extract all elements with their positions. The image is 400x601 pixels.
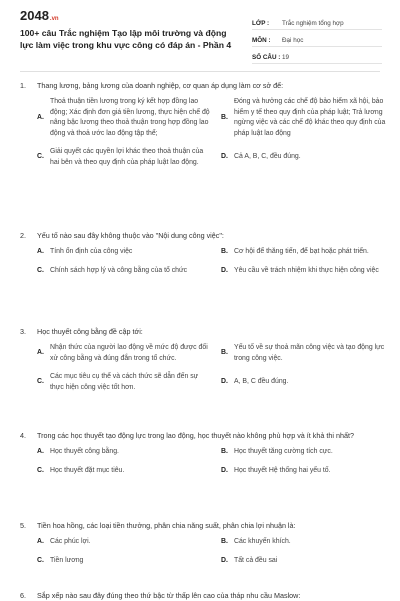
option-text: Yêu cầu về trách nhiệm khi thực hiện công việc [234,266,379,274]
question-text: Học thuyết công bằng đề cập tới: [37,327,143,336]
option-letter: B. [221,248,228,255]
answer-option-a[interactable] [37,537,211,548]
meta-row-question-count [252,47,382,64]
option-text: Chính sách hợp lý và công bằng của tổ chức [50,266,188,274]
option-letter: A. [37,448,44,455]
question-stem [20,430,382,441]
option-text: Học thuyết công bằng. [50,448,119,455]
option-letter: C. [37,378,44,386]
option-letter: D. [221,556,228,564]
option-text: Yếu tố về sự thoả mãn công việc và tạo động lực trong công việc. [234,344,385,362]
option-letter: D. [221,466,228,474]
answer-option-a[interactable] [37,343,211,364]
option-letter: A. [37,538,44,545]
answer-option-a[interactable] [37,247,211,258]
meta-value: Đại học [282,37,304,44]
answer-option-c[interactable] [37,556,211,567]
option-text: A, B, C đều đúng. [234,378,289,386]
option-text: Tính ổn định của công việc [50,248,133,255]
option-text: Tiền lương [50,556,84,564]
question-4 [20,430,382,520]
answer-options [37,447,382,484]
option-letter: C. [37,153,44,161]
answer-option-d[interactable] [221,556,395,567]
question-text: Yếu tố nào sau đây không thuộc vào "Nội dung công việc": [37,231,224,240]
logo-suffix: .vn [49,16,59,22]
answer-option-c[interactable] [37,266,211,277]
document-header [0,0,400,64]
question-number: 6. [20,591,26,600]
question-6 [20,590,382,601]
answer-option-a[interactable] [37,447,211,458]
answer-option-c[interactable] [37,372,211,393]
answer-options [37,537,382,574]
answer-options [37,247,382,284]
question-number: 5. [20,521,26,530]
option-letter: B. [221,349,228,357]
option-text: Học thuyết tăng cường tích cực. [234,448,333,455]
answer-option-d[interactable] [221,266,395,277]
question-text: Thang lương, bảng lương của doanh nghiệp, cơ quan áp dụng làm cơ sở để: [37,81,284,90]
question-stem [20,80,382,91]
question-number: 1. [20,81,26,90]
question-text: Tiền hoa hồng, các loại tiền thưởng, phân chia năng suất, phân chia lợi nhuận là: [37,521,296,530]
question-stem [20,326,382,337]
question-text: Sắp xếp nào sau đây đúng theo thứ bậc từ thấp lên cao của tháp nhu cầu Maslow: [37,591,301,600]
question-list [20,80,386,601]
meta-row-class [252,13,382,30]
option-text: Cơ hội để thăng tiến, để bạt hoặc phát triển. [234,248,369,255]
meta-label: MÔN : [252,37,271,44]
question-stem [20,520,382,531]
option-text: Học thuyết Hệ thống hai yếu tố. [234,466,331,474]
option-letter: B. [221,448,228,455]
question-number: 2. [20,231,26,240]
option-text: Cả A, B, C, đều đúng. [234,153,301,161]
answer-option-c[interactable] [37,147,211,168]
option-text: Nhận thức của người lao động về mức độ được đối xử công bằng và đúng đắn trong tổ chức. [50,344,208,362]
logo-text: 2048 [20,8,49,23]
option-letter: C. [37,266,44,274]
question-stem [20,590,382,601]
question-1 [20,80,386,230]
option-text: Tất cả đều sai [234,556,278,564]
question-3 [20,326,385,430]
question-text: Trong các học thuyết tạo động lực trong lao động, học thuyết nào không phù hợp và ít khả thi nhất? [37,431,354,440]
header-divider [20,71,380,72]
option-letter: A. [37,248,44,255]
answer-options [37,97,386,176]
answer-option-d[interactable] [221,466,395,477]
answer-option-b[interactable] [221,447,395,458]
question-5 [20,520,382,590]
question-number: 3. [20,327,26,336]
option-text: Các phúc lợi. [50,538,91,545]
option-text: Thoả thuận tiền lương trong ký kết hợp đồng lao động; Xác định đơn giá tiền lương, thực hiện chế độ nâng bậc lương theo thoả thuận trong hợp đồng lao động và thoả ước lao động tập thể; [50,98,210,137]
option-letter: C. [37,556,44,564]
question-2 [20,230,382,326]
meta-value: 19 [282,54,290,61]
option-letter: A. [37,349,44,357]
option-letter: B. [221,113,228,121]
answer-option-b[interactable] [221,537,395,548]
answer-options [37,343,385,401]
answer-option-c[interactable] [37,466,211,477]
meta-row-subject [252,30,382,47]
document-title: 100+ câu Trắc nghiệm Tạo lập môi trường và động lực làm việc trong khu vực công có đáp án - Phần 4 [20,28,232,50]
option-letter: B. [221,538,228,545]
option-text: Các khuyến khích. [234,538,291,545]
document-meta [252,13,382,64]
answer-option-d[interactable] [221,372,395,393]
answer-option-b[interactable] [221,247,395,258]
option-text: Học thuyết đặt mục tiêu. [50,466,125,474]
answer-option-b[interactable] [221,343,395,364]
option-letter: D. [221,153,228,161]
question-stem [20,230,382,241]
option-letter: D. [221,266,228,274]
option-letter: A. [37,113,44,121]
meta-label: LỚP : [252,20,270,27]
answer-option-a[interactable] [37,97,211,139]
option-letter: C. [37,466,44,474]
site-logo[interactable] [20,8,59,23]
answer-option-d[interactable] [221,147,395,168]
answer-option-b[interactable] [221,97,395,139]
option-text: Đóng và hưởng các chế độ bảo hiểm xã hội, bảo hiểm y tế theo quy định của pháp luật; Trả lương ngừng việc và các chế độ khác theo quy định của pháp luật lao động [234,98,386,137]
question-number: 4. [20,431,26,440]
option-text: Giải quyết các quyền lợi khác theo thoả thuận của hai bên và theo quy định của pháp luật lao động. [50,148,204,166]
meta-label: SỐ CÂU : [252,54,281,61]
option-text: Các mục tiêu cụ thể và cách thức sẽ dẫn đến sự thực hiện công việc tốt hơn. [50,373,199,391]
option-letter: D. [221,378,228,386]
meta-value: Trắc nghiệm tổng hợp [282,20,344,27]
